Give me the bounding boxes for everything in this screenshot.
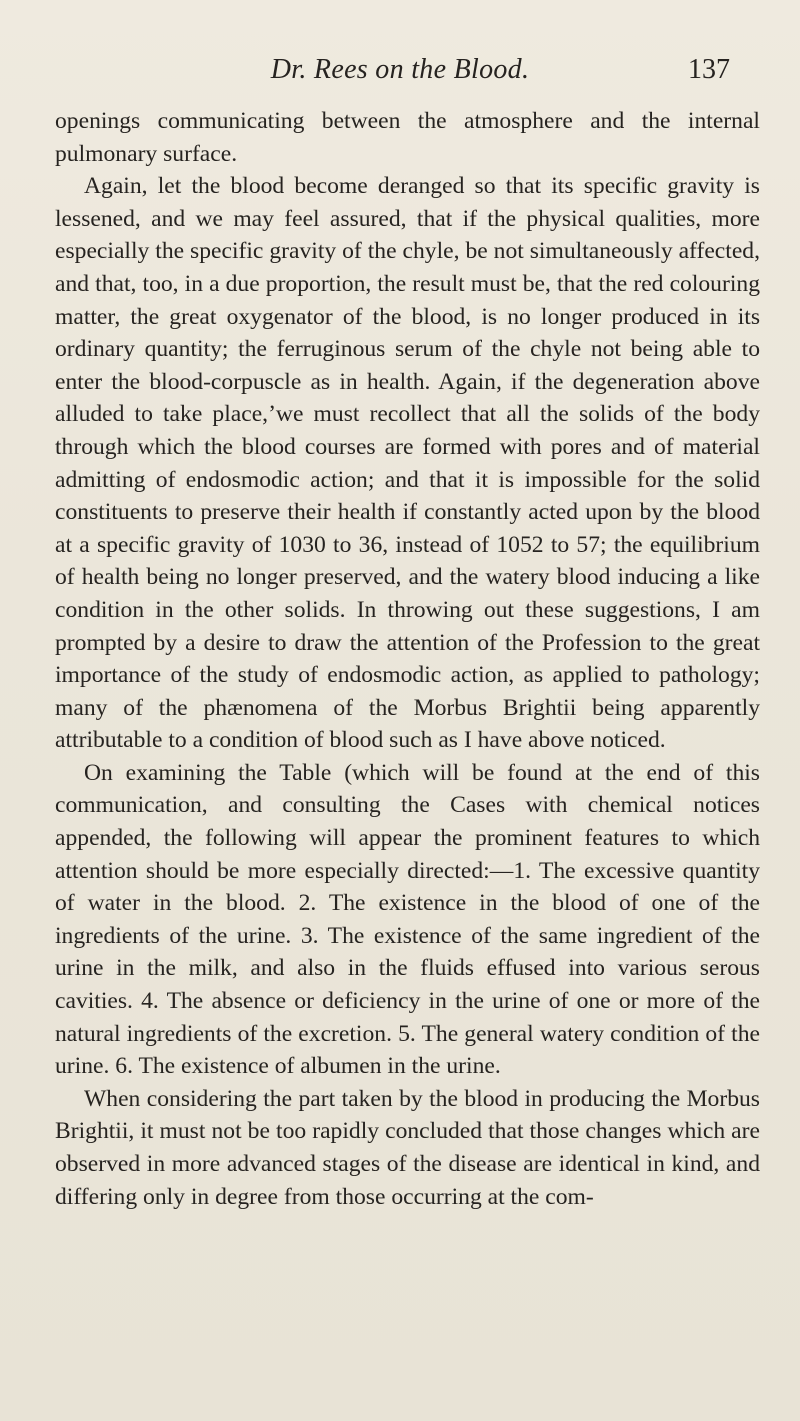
paragraph-continuation: openings communicating between the atmosphere and the internal pulmonary surface. (55, 108, 760, 167)
page-number: 137 (688, 54, 730, 85)
running-head (0, 54, 800, 94)
paragraph-morbus-brightii: When considering the part taken by the blood in producing the Morbus Brightii, it must not be too rapidly concluded that those changes which are observed in more advanced stages of the disease are identical in kind, and differing only in degree from those occurring at the com- (55, 1085, 760, 1210)
paragraph-specific-gravity: Again, let the blood become deranged so that its specific gravity is lessened, and we may feel assured, that if the physical qualities, more especially the specific gravity of the chyle, be not simultaneously affected, and that, too, in a due proportion, the result must be, that the red colouring matter, the great oxygenator of the blood, is no longer produced in its ordinary quantity; the ferruginous serum of the chyle not being able to enter the blood-corpuscle as in health. Again, if the degeneration above alluded to take place,’we must recollect that all the solids of the body through which the blood courses are formed with pores and of material admitting of endosmodic action; and that it is impossible for the solid constituents to preserve their health if constantly acted upon by the blood at a specific gravity of 1030 to 36, instead of 1052 to 57; the equilibrium of health being no longer preserved, and the watery blood inducing a like condition in the other solids. In throwing out these suggestions, I am prompted by a desire to draw the attention of the Profession to the great importance of the study of endosmodic action, as applied to pathology; many of the phænomena of the Morbus Brightii being apparently attributable to a condition of blood such as I have above noticed. (55, 173, 760, 754)
paragraph-table-features: On examining the Table (which will be found at the end of this communication, and consulting the Cases with chemical notices appended, the following will appear the prominent features to which attention should be more especially directed:—1. The excessive quantity of water in the blood. 2. The existence in the blood of one of the ingredients of the urine. 3. The existence of the same ingredient of the urine in the milk, and also in the fluids effused into various serous cavities. 4. The absence or deficiency in the urine of one or more of the natural ingredients of the excretion. 5. The general watery condition of the urine. 6. The existence of albumen in the urine. (55, 759, 760, 1080)
running-title: Dr. Rees on the Blood. (270, 54, 530, 85)
body-text (55, 105, 760, 1213)
